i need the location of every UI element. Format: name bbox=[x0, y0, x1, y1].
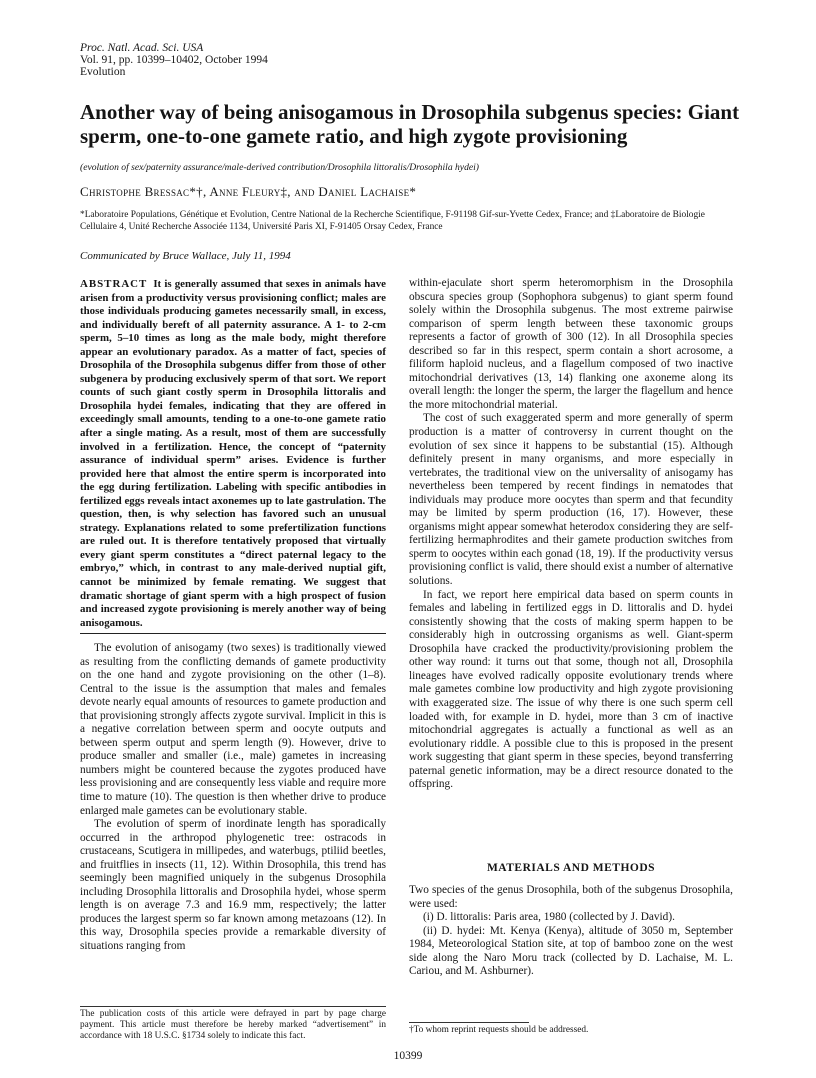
abstract-divider bbox=[80, 633, 386, 634]
reprint-footnote: †To whom reprint requests should be addressed. bbox=[409, 1025, 589, 1035]
section-label: Evolution bbox=[80, 66, 126, 78]
right-column-body bbox=[409, 277, 733, 792]
abstract-label: ABSTRACT bbox=[80, 278, 148, 290]
keywords: (evolution of sex/paternity assurance/male-derived contribution/Drosophila littoralis/Drosophila hydei) bbox=[80, 162, 479, 173]
abstract-text: It is generally assumed that sexes in animals have arisen from a productivity versus provisioning conflict; males are those individuals producing gametes necessarily small, in excess, and individually bereft of all paternity assurance. A 1- to 2-cm sperm, 5–10 times as long as the male body, might therefore appear an evolutionary paradox. As a matter of fact, species of Drosophila of the Drosophila subgenus differ from those of other subgenera by producing exclusively sperm of that sort. We report counts of such giant costly sperm in Drosophila littoralis and Drosophila hydei females, indicating that they are offered in exceedingly small amounts, tending to a one-to-one gamete ratio after a single mating. As a result, most of them are successfully involved in a fertilization. Hence, the concept of “paternity assurance of individual sperm” arises. Evidence is further provided here that almost the entire sperm is incorporated into the egg during fertilization. Labeling with specific antibodies in fertilized eggs reveals intact axonemes up to late gastrulation. The question, then, is why selection has favored such an unusual strategy. Explanations related to some prefertilization functions are ruled out. It is therefore tentatively proposed that virtually every giant sperm constitutes a “direct paternal legacy to the embryo,” which, in contrast to any male-derived nuptial gift, cannot be minimized by female remating. We suggest that dramatic shortage of giant sperm with a high prospect of fusion and increased zygote provisioning is merely another way of being anisogamous. bbox=[80, 278, 386, 629]
communicated-by: Communicated by Bruce Wallace, July 11, 1994 bbox=[80, 250, 291, 262]
body-paragraph: The evolution of sperm of inordinate length has sporadically occurred in the arthropod phylogenetic tree: ostracods in crustaceans, Scutigera in millipedes, and waterbugs, ptiliid beetles, and fruitflies in insects (11, 12). Within Drosophila, this trend has seemingly been magnified uniquely in the subgenus Drosophila including Drosophila littoralis and Drosophila hydei, whose sperm length is on average 7.3 and 16.9 mm, respectively; the latter produces the largest sperm so far known among metazoans (12). In this way, Drosophila species provide a remarkable diversity of situations ranging from bbox=[80, 818, 386, 953]
article-title: Another way of being anisogamous in Drosophila subgenus species: Giant sperm, one-to-one gamete ratio, and high zygote provisioning bbox=[80, 100, 740, 148]
body-paragraph: In fact, we report here empirical data based on sperm counts in females and labeling in fertilized eggs in D. littoralis and D. hydei consistently showing that the costs of making sperm happen to be considerably high in outcrossing organisms as well. Giant-sperm Drosophila have cracked the productivity/provisioning problem the other way round: it turns out that some, though not all, Drosophila lineages have evolved radically opposite evolutionary trends where male gametes combine low productivity and high zygote provisioning with exaggerated size. The issue of why there is one such sperm cell loaded with, for example in D. hydei, more than 3 cm of inactive mitochondrial aggregates is actually a functional as well as an evolutionary riddle. A possible clue to this is proposed in the present work suggesting that giant sperm in these species, beyond transferring paternal genetic information, may be a direct resource donated to the offspring. bbox=[409, 588, 733, 791]
body-paragraph: The evolution of anisogamy (two sexes) is traditionally viewed as resulting from the conflicting demands of gamete productivity on the one hand and zygote provisioning on the other (1–8). Central to the issue is the assumption that males and females devote nearly equal amounts of resources to gamete production and that provisioning strongly affects zygote survival. Implicit in this is a negative correlation between sperm and oocyte outputs and between sperm output and sperm length (9). However, drive to produce smaller and smaller (i.e., male) gametes in increasing numbers might be countered because the zygotes produced have less provisioning and are consequently less viable and require more time to mature (10). The question is then whether drive to produce enlarged male gametes can be evolutionary stable. bbox=[80, 642, 386, 817]
materials-item: (i) D. littoralis: Paris area, 1980 (collected by J. David). bbox=[423, 911, 675, 924]
body-paragraph: within-ejaculate short sperm heteromorphism in the Drosophila obscura species group (Sophophora subgenus) to giant sperm found solely within the Drosophila subgenus. The most extreme pairwise comparison of sperm length between these taxonomic groups represents a factor of growth of 300 (12). In all Drosophila species described so far in this respect, sperm contain a short acrosome, a filiform haploid nucleus, and a flagellum composed of two inactive mitochondrial derivatives (13, 14) flanking one axoneme along its overall length: the longer the sperm, the larger the flagellum and hence the more mitochondrial material. bbox=[409, 277, 733, 411]
journal-header bbox=[80, 42, 268, 78]
materials-intro: Two species of the genus Drosophila, both of the subgenus Drosophila, were used: bbox=[409, 884, 733, 910]
left-column-body bbox=[80, 642, 386, 954]
page-number: 10399 bbox=[393, 1050, 423, 1062]
materials-body bbox=[409, 884, 733, 979]
affiliations: *Laboratoire Populations, Génétique et Evolution, Centre National de la Recherche Scientifique, F-91198 Gif-sur-Yvette Cedex, France; and ‡Laboratoire de Biologie Cellulaire 4, Unité Recherche Associée 1134, Université Paris XI, F-91405 Orsay Cedex, France bbox=[80, 210, 705, 232]
section-heading: MATERIALS AND METHODS bbox=[486, 862, 656, 874]
abstract bbox=[80, 278, 386, 630]
body-paragraph: The cost of such exaggerated sperm and more generally of sperm production is a matter of controversy in current thought on the evolution of sex since it happens to be substantial (15). Although definitely present in many organisms, and more especially in vertebrates, the traditional view on the universality of anisogamy has nevertheless been tempered by recent findings in nematodes that individuals may produce more oocytes than sperm and that fecundity may be limited by sperm production (16, 17). However, these organisms might appear somewhat heterodox considering they are self-fertilizing hermaphrodites and their gamete production switches from sperm to oocytes within each gonad (18, 19). If the productivity versus provisioning conflict is valid, there should exist a number of alternative solutions. bbox=[409, 412, 733, 588]
materials-item: (ii) D. hydei: Mt. Kenya (Kenya), altitude of 3050 m, September 1984, Meteorological Station site, at top of bamboo zone on the west side along the Naro Moru track (collected by D. Lachaise, M. L. Cariou, and M. Ashburner). bbox=[409, 924, 733, 978]
footnote-divider bbox=[409, 1022, 529, 1023]
footnote-divider bbox=[80, 1006, 386, 1007]
publication-cost-footnote: The publication costs of this article were defrayed in part by page charge payment. This article must therefore be hereby marked “advertisement” in accordance with 18 U.S.C. §1734 solely to indicate this fact. bbox=[80, 1009, 386, 1041]
volume-line: Vol. 91, pp. 10399–10402, October 1994 bbox=[80, 54, 268, 66]
journal-name: Proc. Natl. Acad. Sci. USA bbox=[80, 42, 204, 54]
author-list: Christophe Bressac*†, Anne Fleury‡, and Daniel Lachaise* bbox=[80, 184, 417, 199]
